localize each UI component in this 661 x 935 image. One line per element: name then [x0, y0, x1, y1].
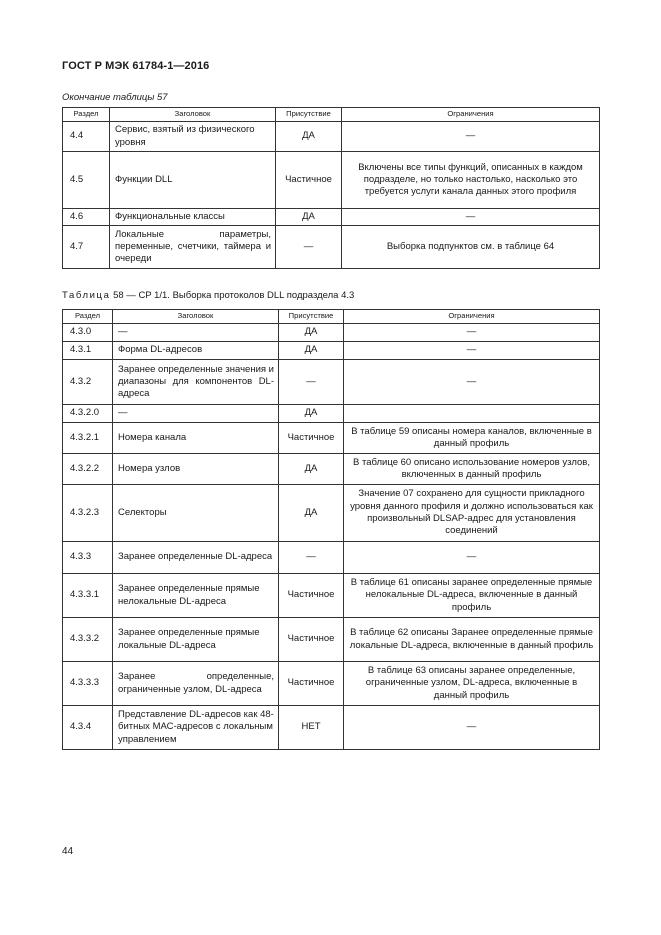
heading-cell: Номера узлов [113, 454, 279, 485]
section-cell: 4.3.2.3 [63, 485, 113, 542]
section-cell: 4.3.2 [63, 360, 113, 405]
section-cell: 4.3.3.2 [63, 618, 113, 662]
presence-cell: ДА [279, 454, 344, 485]
section-cell: 4.3.4 [63, 706, 113, 750]
heading-cell: Сервис, взятый из физического уровня [110, 122, 276, 152]
presence-cell: НЕТ [279, 706, 344, 750]
col-header-section: Раздел [63, 108, 110, 122]
section-cell: 4.3.2.1 [63, 423, 113, 454]
table58-caption-text: 58 — CP 1/1. Выборка протоколов DLL подраздела 4.3 [113, 290, 355, 301]
col-header-limits: Ограничения [344, 310, 600, 324]
col-header-presence: Присутствие [276, 108, 342, 122]
section-cell: 4.3.3.3 [63, 662, 113, 706]
presence-cell: ДА [279, 485, 344, 542]
presence-cell: Частичное [276, 152, 342, 209]
presence-cell: Частичное [279, 618, 344, 662]
table58-caption [62, 290, 354, 301]
limits-cell: В таблице 61 описаны заранее определенные прямые нелокальные DL-адреса, включенные в данный профиль [344, 574, 600, 618]
col-header-heading: Заголовок [110, 108, 276, 122]
table-row [63, 454, 600, 485]
heading-cell: Заранее определенные, ограниченные узлом, DL-адреса [113, 662, 279, 706]
table-58 [62, 309, 600, 750]
document-header: ГОСТ Р МЭК 61784-1—2016 [62, 60, 210, 72]
presence-cell: Частичное [279, 423, 344, 454]
limits-cell: Значение 07 сохранено для сущности прикладного уровня данного профиля и должно использоваться как произвольный DLSAP-адрес для установления соединений [344, 485, 600, 542]
table-row [63, 662, 600, 706]
presence-cell: ДА [276, 209, 342, 226]
section-cell: 4.4 [63, 122, 110, 152]
table-row [63, 542, 600, 574]
heading-cell: — [113, 324, 279, 342]
limits-cell: В таблице 59 описаны номера каналов, включенные в данный профиль [344, 423, 600, 454]
limits-cell: — [344, 360, 600, 405]
limits-cell: — [344, 542, 600, 574]
col-header-heading: Заголовок [113, 310, 279, 324]
section-cell: 4.3.3.1 [63, 574, 113, 618]
limits-cell: — [344, 706, 600, 750]
table-row [63, 226, 600, 269]
heading-cell: Локальные параметры, переменные, счетчики, таймера и очереди [110, 226, 276, 269]
heading-cell: Селекторы [113, 485, 279, 542]
section-cell: 4.3.2.2 [63, 454, 113, 485]
col-header-section: Раздел [63, 310, 113, 324]
limits-cell [344, 405, 600, 423]
page-number: 44 [62, 846, 74, 857]
limits-cell: В таблице 62 описаны Заранее определенные прямые локальные DL-адреса, включенные в данный профиль [344, 618, 600, 662]
presence-cell: Частичное [279, 574, 344, 618]
heading-cell: Заранее определенные значения и диапазоны для компонентов DL-адреса [113, 360, 279, 405]
section-cell: 4.6 [63, 209, 110, 226]
limits-cell: — [342, 209, 600, 226]
heading-cell: Заранее определенные прямые локальные DL-адреса [113, 618, 279, 662]
presence-cell: ДА [279, 342, 344, 360]
table-row [63, 324, 600, 342]
heading-cell: Номера канала [113, 423, 279, 454]
limits-cell: В таблице 60 описано использование номеров узлов, включенных в данный профиль [344, 454, 600, 485]
table-row [63, 122, 600, 152]
section-cell: 4.5 [63, 152, 110, 209]
heading-cell: Представление DL-адресов как 48-битных МАС-адресов с локальным управлением [113, 706, 279, 750]
table-row [63, 209, 600, 226]
presence-cell: Частичное [279, 662, 344, 706]
table-row [63, 485, 600, 542]
presence-cell: ДА [279, 324, 344, 342]
section-cell: 4.3.0 [63, 324, 113, 342]
presence-cell: ДА [279, 405, 344, 423]
heading-cell: — [113, 405, 279, 423]
table-row [63, 423, 600, 454]
section-cell: 4.7 [63, 226, 110, 269]
limits-cell: Выборка подпунктов см. в таблице 64 [342, 226, 600, 269]
col-header-presence: Присутствие [279, 310, 344, 324]
heading-cell: Заранее определенные DL-адреса [113, 542, 279, 574]
presence-cell: — [279, 542, 344, 574]
section-cell: 4.3.3 [63, 542, 113, 574]
section-cell: 4.3.2.0 [63, 405, 113, 423]
limits-cell: Включены все типы функций, описанных в каждом подразделе, но только настолько, насколько это требуется услуги канала данных этого профиля [342, 152, 600, 209]
presence-cell: — [276, 226, 342, 269]
heading-cell: Форма DL-адресов [113, 342, 279, 360]
table-57 [62, 107, 600, 269]
limits-cell: В таблице 63 описаны заранее определенные, ограниченные узлом, DL-адреса, включенные в данный профиль [344, 662, 600, 706]
table-row [63, 618, 600, 662]
col-header-limits: Ограничения [342, 108, 600, 122]
table-row [63, 152, 600, 209]
table-header-row [63, 108, 600, 122]
table-row [63, 405, 600, 423]
presence-cell: ДА [276, 122, 342, 152]
section-cell: 4.3.1 [63, 342, 113, 360]
table57-caption: Окончание таблицы 57 [62, 92, 168, 103]
presence-cell: — [279, 360, 344, 405]
table-header-row [63, 310, 600, 324]
limits-cell: — [342, 122, 600, 152]
limits-cell: — [344, 324, 600, 342]
heading-cell: Заранее определенные прямые нелокальные DL-адреса [113, 574, 279, 618]
limits-cell: — [344, 342, 600, 360]
table-row [63, 574, 600, 618]
table-row [63, 342, 600, 360]
table58-caption-prefix: Таблица [62, 290, 111, 301]
table-row [63, 360, 600, 405]
heading-cell: Функциональные классы [110, 209, 276, 226]
table-row [63, 706, 600, 750]
heading-cell: Функции DLL [110, 152, 276, 209]
